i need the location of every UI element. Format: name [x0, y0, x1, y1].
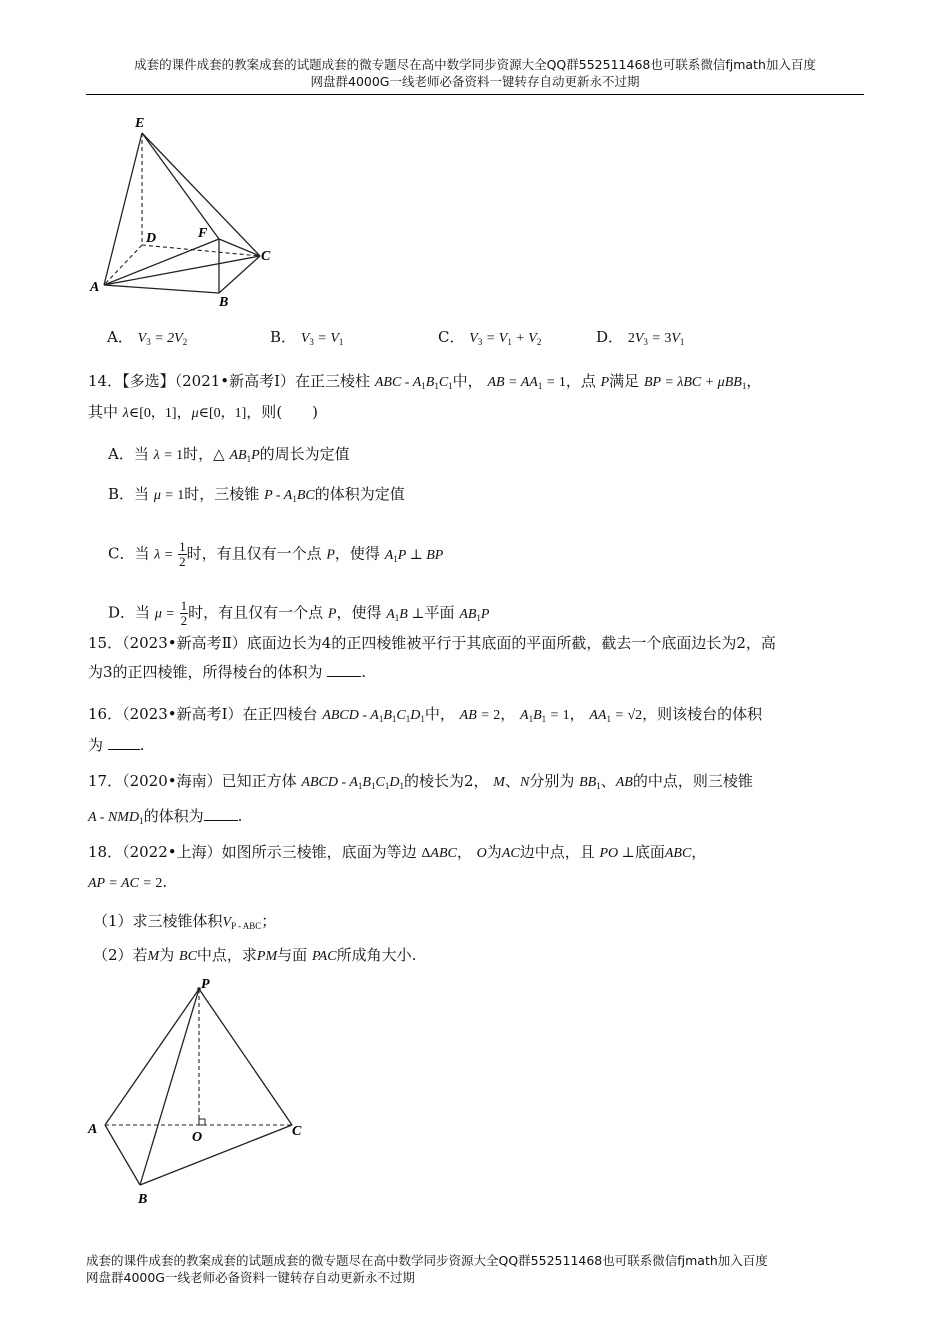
header-line-1: 成套的课件成套的教案成套的试题成套的微专题尽在高中数学同步资源大全QQ群552511468也可联系微信fjmath加入百度: [134, 57, 816, 72]
q14-option-d: D．当 μ = $\frac{1}{2}$ 时，有且仅有一个点 P，使得 $A_1B$ ⊥平面 $AB_1P$: [108, 598, 490, 628]
q14-stem-line2: 其中 λ∈[0，1]，μ∈[0，1]，则( ): [88, 403, 319, 421]
q17-answer-blank[interactable]: [204, 806, 238, 821]
fig2-label-a: A: [88, 1122, 98, 1137]
q14-option-b: B．当 μ = 1时，三棱锥 P - $A_1BC$的体积为定值: [108, 485, 405, 504]
q14-option-c: C．当 λ = $\frac{1}{2}$ 时，有且仅有一个点 P，使得 $A_1P$ ⊥ BP: [108, 539, 444, 569]
q16-line1: 16．（2023•新高考Ⅰ）在正四棱台 ABCD - $A_1B_1C_1D_1$中， AB = 2， $A_1B_1 = 1$， $AA_1 = √2$，则该棱台的体积: [88, 705, 763, 724]
q13-option-c-expr: $V_3 = V_1 + V_2$: [469, 331, 542, 347]
q14-stem-line1: 14．【多选】（2021•新高考Ⅰ）在正三棱柱 ABC - $A_1B_1C_1$中， AB = $AA_1 = 1$，点 P满足 BP = λBC + μBB$_1$，: [88, 372, 762, 391]
q15-answer-blank[interactable]: [327, 662, 361, 677]
q13-option-a: A． $V_3 = 2V_2$: [107, 328, 188, 347]
q13-option-d-expr: $2V_3 = 3V_1$: [627, 331, 685, 347]
q16-answer-blank[interactable]: [108, 735, 140, 750]
q17-line1: 17．（2020•海南）已知正方体 ABCD - $A_1B_1C_1D_1$的棱长为2， M、N分别为 $BB_1$、AB的中点，则三棱锥: [88, 772, 753, 791]
q16-line2: 为 .: [88, 736, 145, 754]
fig2-label-p: P: [201, 977, 210, 992]
header-rule: [86, 94, 864, 95]
q18-line1: 18．（2022•上海）如图所示三棱锥，底面为等边 ΔABC， O为AC边中点，且 PO ⊥底面ABC，: [88, 843, 707, 861]
footer-line-1: 成套的课件成套的教案成套的试题成套的微专题尽在高中数学同步资源大全QQ群552511468也可联系微信fjmath加入百度: [86, 1253, 768, 1268]
fig2-label-o: O: [192, 1130, 203, 1145]
q13-option-c: C． $V_3 = V_1 + V_2$: [438, 328, 542, 347]
fig1-label-c: C: [261, 249, 271, 264]
q13-option-a-expr: $V_3 = 2V_2$: [137, 331, 188, 347]
q18-part2: （2）若M为 BC中点，求PM与面 PAC所成角大小.: [93, 946, 417, 964]
q14-option-a: A．当 λ = 1时，△ $AB_1P$的周长为定值: [108, 445, 350, 464]
q18-line2: AP = AC = 2.: [88, 873, 168, 891]
q13-option-b: B． $V_3 = V_1$: [270, 328, 344, 347]
q15-line1: 15．（2023•新高考Ⅱ）底面边长为4的正四棱锥被平行于其底面的平面所截，截去一个底面边长为2，高: [88, 634, 776, 652]
fig1-label-b: B: [219, 295, 229, 310]
fig1-label-a: A: [90, 280, 100, 295]
figure-pyramid-pabc: [80, 972, 320, 1212]
footer-line-2: 网盘群4000G一线老师必备资料一键转存自动更新永不过期: [86, 1270, 415, 1285]
fig1-label-f: F: [198, 226, 208, 241]
fig1-label-e: E: [135, 116, 145, 131]
q13-option-d: D． $2V_3 = 3V_1$: [596, 328, 685, 347]
fig1-label-d: D: [146, 231, 157, 246]
fig2-label-b: B: [138, 1192, 148, 1207]
figure-pyramid-efabcd: [80, 108, 300, 313]
fig2-label-c: C: [292, 1124, 302, 1139]
page-footer: [86, 1252, 866, 1286]
q13-option-b-expr: $V_3 = V_1$: [300, 331, 344, 347]
page-header: [86, 56, 864, 90]
q15-line2: 为3的正四棱锥，所得棱台的体积为 .: [88, 663, 367, 681]
q17-line2: A - $NMD_1$的体积为 .: [88, 807, 243, 826]
header-line-2: 网盘群4000G一线老师必备资料一键转存自动更新永不过期: [310, 74, 640, 89]
q18-part1: （1）求三棱锥体积$V_{P - ABC}$；: [93, 912, 277, 931]
